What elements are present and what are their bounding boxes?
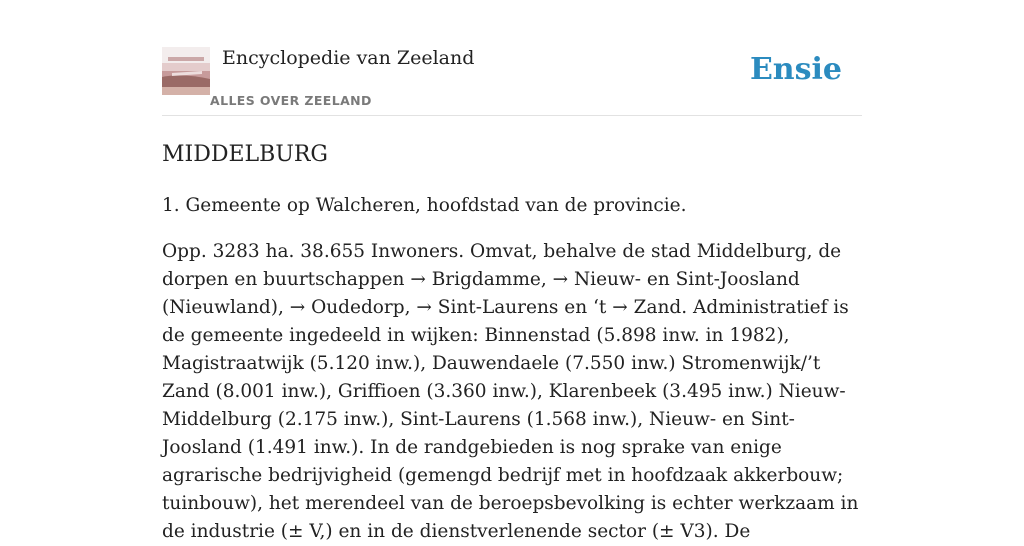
site-title[interactable]: Encyclopedie van Zeeland <box>222 47 475 69</box>
zeeland-landscape-avatar-icon <box>162 47 210 95</box>
entry-title: MIDDELBURG <box>162 142 329 167</box>
entry-content <box>162 140 864 546</box>
site-header <box>162 46 862 116</box>
site-avatar-icon[interactable] <box>162 47 210 95</box>
entry-definition: 1. Gemeente op Walcheren, hoofdstad van de provincie. <box>162 195 687 216</box>
entry-body: Opp. 3283 ha. 38.655 Inwoners. Omvat, behalve de stad Middelburg, de dorpen en buurtschappen → Brigdamme, → Nieuw- en Sint-Joosland (Nieuwland), → Oudedorp, → Sint-Laurens en ‘t → Zand. Administratief is de gemeente ingedeeld in wijken: Binnenstad (5.898 inw. in 1982), Magistraatwijk (5.120 inw.), Dauwendaele (7.550 inw.) Stromenwijk/’t Zand (8.001 inw.), Griffioen (3.360 inw.), Klarenbeek (3.495 inw.) Nieuw-Middelburg (2.175 inw.), Sint-Laurens (1.568 inw.), Nieuw- en Sint-Joosland (1.491 inw.). In de randgebieden is nog sprake van enige agrarische bedrijvigheid (gemengd bedrijf met in hoofdzaak akkerbouw; tuinbouw), het merendeel van de beroepsbevolking is echter werkzaam in de industrie (± V,) en in de dienstverlenende sector (± V3). De <box>162 241 859 542</box>
ensie-logo-link[interactable]: Ensie <box>749 52 842 87</box>
site-subtitle: ALLES OVER ZEELAND <box>210 93 372 108</box>
